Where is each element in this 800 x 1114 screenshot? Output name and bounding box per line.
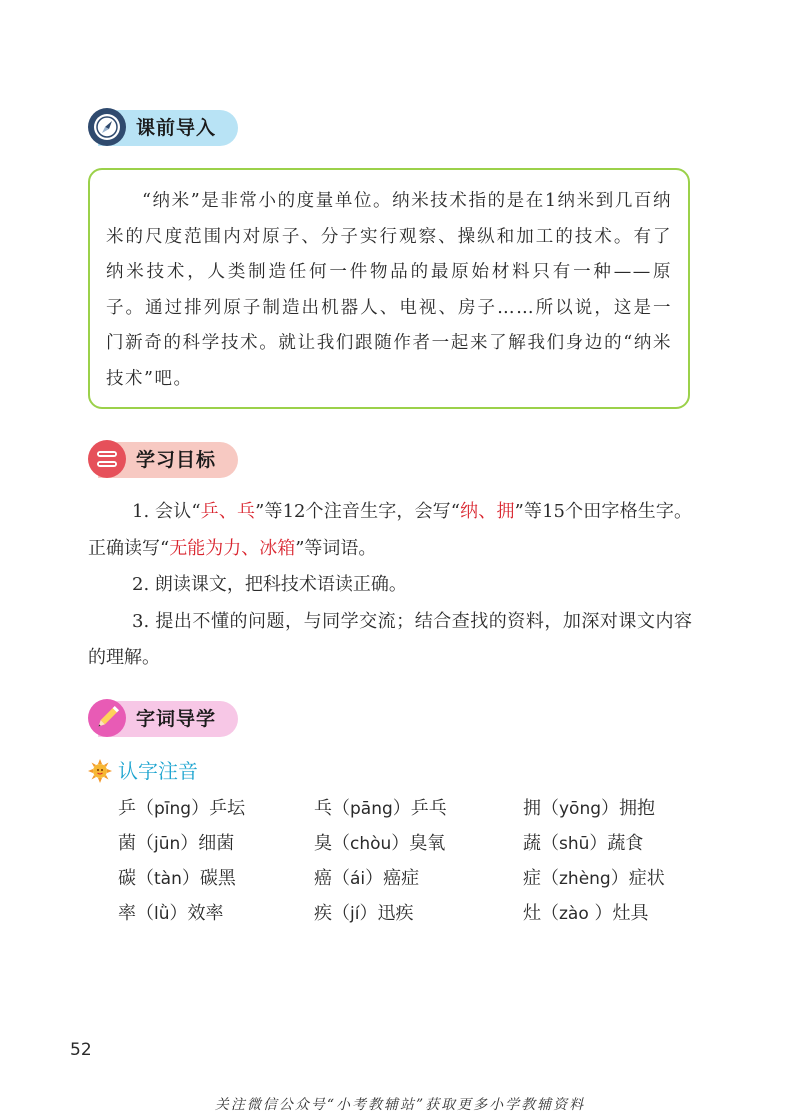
goal-1-text-b: ”等12个注音生字，会写“ bbox=[255, 501, 461, 522]
list-item: 臭（chòu）臭氧 bbox=[314, 833, 446, 854]
list-item: 乓（pāng）乒乓 bbox=[314, 798, 447, 819]
section-title-goals: 学习目标 bbox=[98, 442, 238, 478]
books-icon bbox=[88, 440, 126, 478]
goal-1-highlight-2: 纳、拥 bbox=[460, 501, 515, 522]
list-item: 乒（pīng）乒坛 bbox=[118, 798, 246, 819]
goal-1-text-c: ”等15个田字格生字。正确读写“ bbox=[88, 501, 692, 559]
list-item: 蔬（shū）蔬食 bbox=[523, 833, 644, 854]
compass-icon bbox=[88, 108, 126, 146]
sun-icon bbox=[88, 759, 112, 783]
list-item: 癌（ái）癌症 bbox=[314, 868, 420, 889]
goal-1-text-a: 1. 会认“ bbox=[132, 501, 201, 522]
list-item: 碳（tàn）碳黑 bbox=[118, 868, 236, 889]
list-item: 灶（zào ）灶具 bbox=[523, 903, 649, 924]
list-item: 率（lǜ）效率 bbox=[118, 903, 224, 924]
footer-note: 关注微信公众号“小考教辅站”获取更多小学教辅资料 bbox=[214, 1097, 586, 1113]
goal-3: 3. 提出不懂的问题，与同学交流；结合查找的资料，加深对课文内容的理解。 bbox=[88, 610, 692, 668]
section-title-intro: 课前导入 bbox=[98, 110, 238, 146]
list-item: 菌（jūn）细菌 bbox=[118, 833, 235, 854]
page-number: 52 bbox=[70, 1040, 92, 1060]
list-item: 症（zhèng）症状 bbox=[523, 868, 665, 889]
goal-1-highlight-1: 乒、乓 bbox=[200, 501, 256, 522]
goal-1 bbox=[88, 494, 692, 567]
intro-box bbox=[88, 168, 690, 409]
subheading-label: 认字注音 bbox=[118, 759, 198, 783]
goal-1-highlight-3: 无能为力、冰箱 bbox=[169, 537, 296, 559]
goal-1-text-d: ”等词语。 bbox=[295, 537, 377, 559]
section-title-words: 字词导学 bbox=[98, 701, 238, 737]
intro-text: “纳米”是非常小的度量单位。纳米技术指的是在1纳米到几百纳米的尺度范围内对原子、分子实行观察、操纵和加工的技术。有了纳米技术，人类制造任何一件物品的最原始材料只有一种——原子。通过排列原子制造出机器人、电视、房子……所以说，这是一门新奇的科学技术。就让我们跟随作者一起来了解我们身边的“纳米技术”吧。 bbox=[106, 191, 672, 389]
learning-goals bbox=[88, 494, 692, 677]
goal-2: 2. 朗读课文，把科技术语读正确。 bbox=[132, 574, 407, 595]
list-item: 疾（jí）迅疾 bbox=[314, 903, 414, 924]
list-item: 拥（yōng）拥抱 bbox=[523, 798, 656, 819]
pencil-icon bbox=[88, 699, 126, 737]
